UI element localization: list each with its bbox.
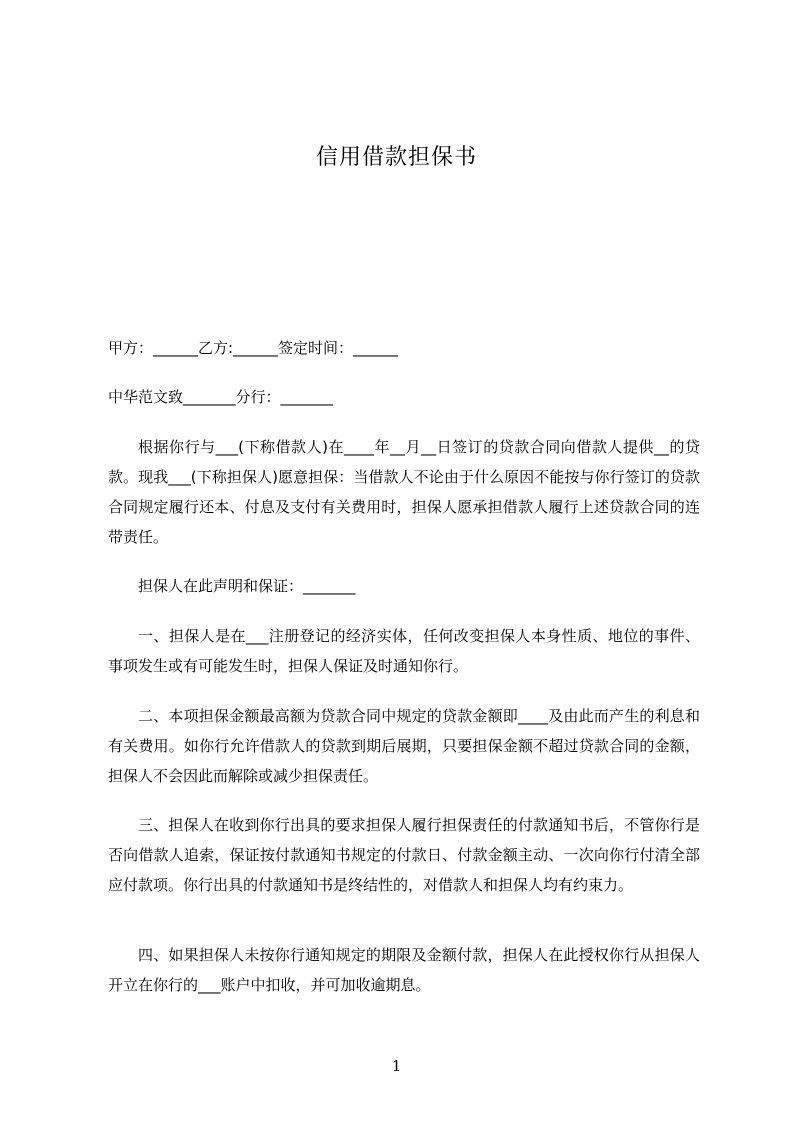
page-number: 1 — [391, 1057, 402, 1075]
paragraph-clause-3: 三、担保人在收到你行出具的要求担保人履行担保责任的付款通知书后，不管你行是否向借款人追索，保证按付款通知书规定的付款日、付款金额主动、一次向你行付清全部应付款项。你行出具的付款通知书是终结性的，对借款人和担保人均有约束力。 — [108, 816, 700, 894]
paragraph-clause-1: 一、担保人是在___注册登记的经济实体，任何改变担保人本身性质、地位的事件、事项发生或有可能发生时，担保人保证及时通知你行。 — [108, 627, 700, 675]
paragraph-clause-2: 二、本项担保金额最高额为贷款合同中规定的贷款金额即____及由此而产生的利息和有关费用。如你行允许借款人的贷款到期后展期，只要担保金额不超过贷款合同的金额，担保人不会因此而解除或减少担保责任。 — [108, 707, 700, 785]
document-title: 信用借款担保书 — [315, 145, 477, 170]
paragraph-clause-4: 四、如果担保人未按你行通知规定的期限及金额付款，担保人在此授权你行从担保人开立在你行的___账户中扣收，并可加收逾期息。 — [108, 946, 700, 994]
paragraph-declaration: 担保人在此声明和保证：_______ — [138, 577, 356, 595]
paragraph-guarantee-basis: 根据你行与___(下称借款人)在____年__月__日签订的贷款合同向借款人提供__的贷款。现我___(下称担保人)愿意担保：当借款人不论由于什么原因不能按与你行签订的贷款合同规定履行还本、付息及支付有关费用时，担保人愿承担借款人履行上述贷款合同的连带责任。 — [108, 438, 700, 546]
parties-line: 甲方：______乙方:______签定时间：______ — [108, 339, 399, 357]
branch-line: 中华范文致_______分行：_______ — [108, 388, 334, 406]
